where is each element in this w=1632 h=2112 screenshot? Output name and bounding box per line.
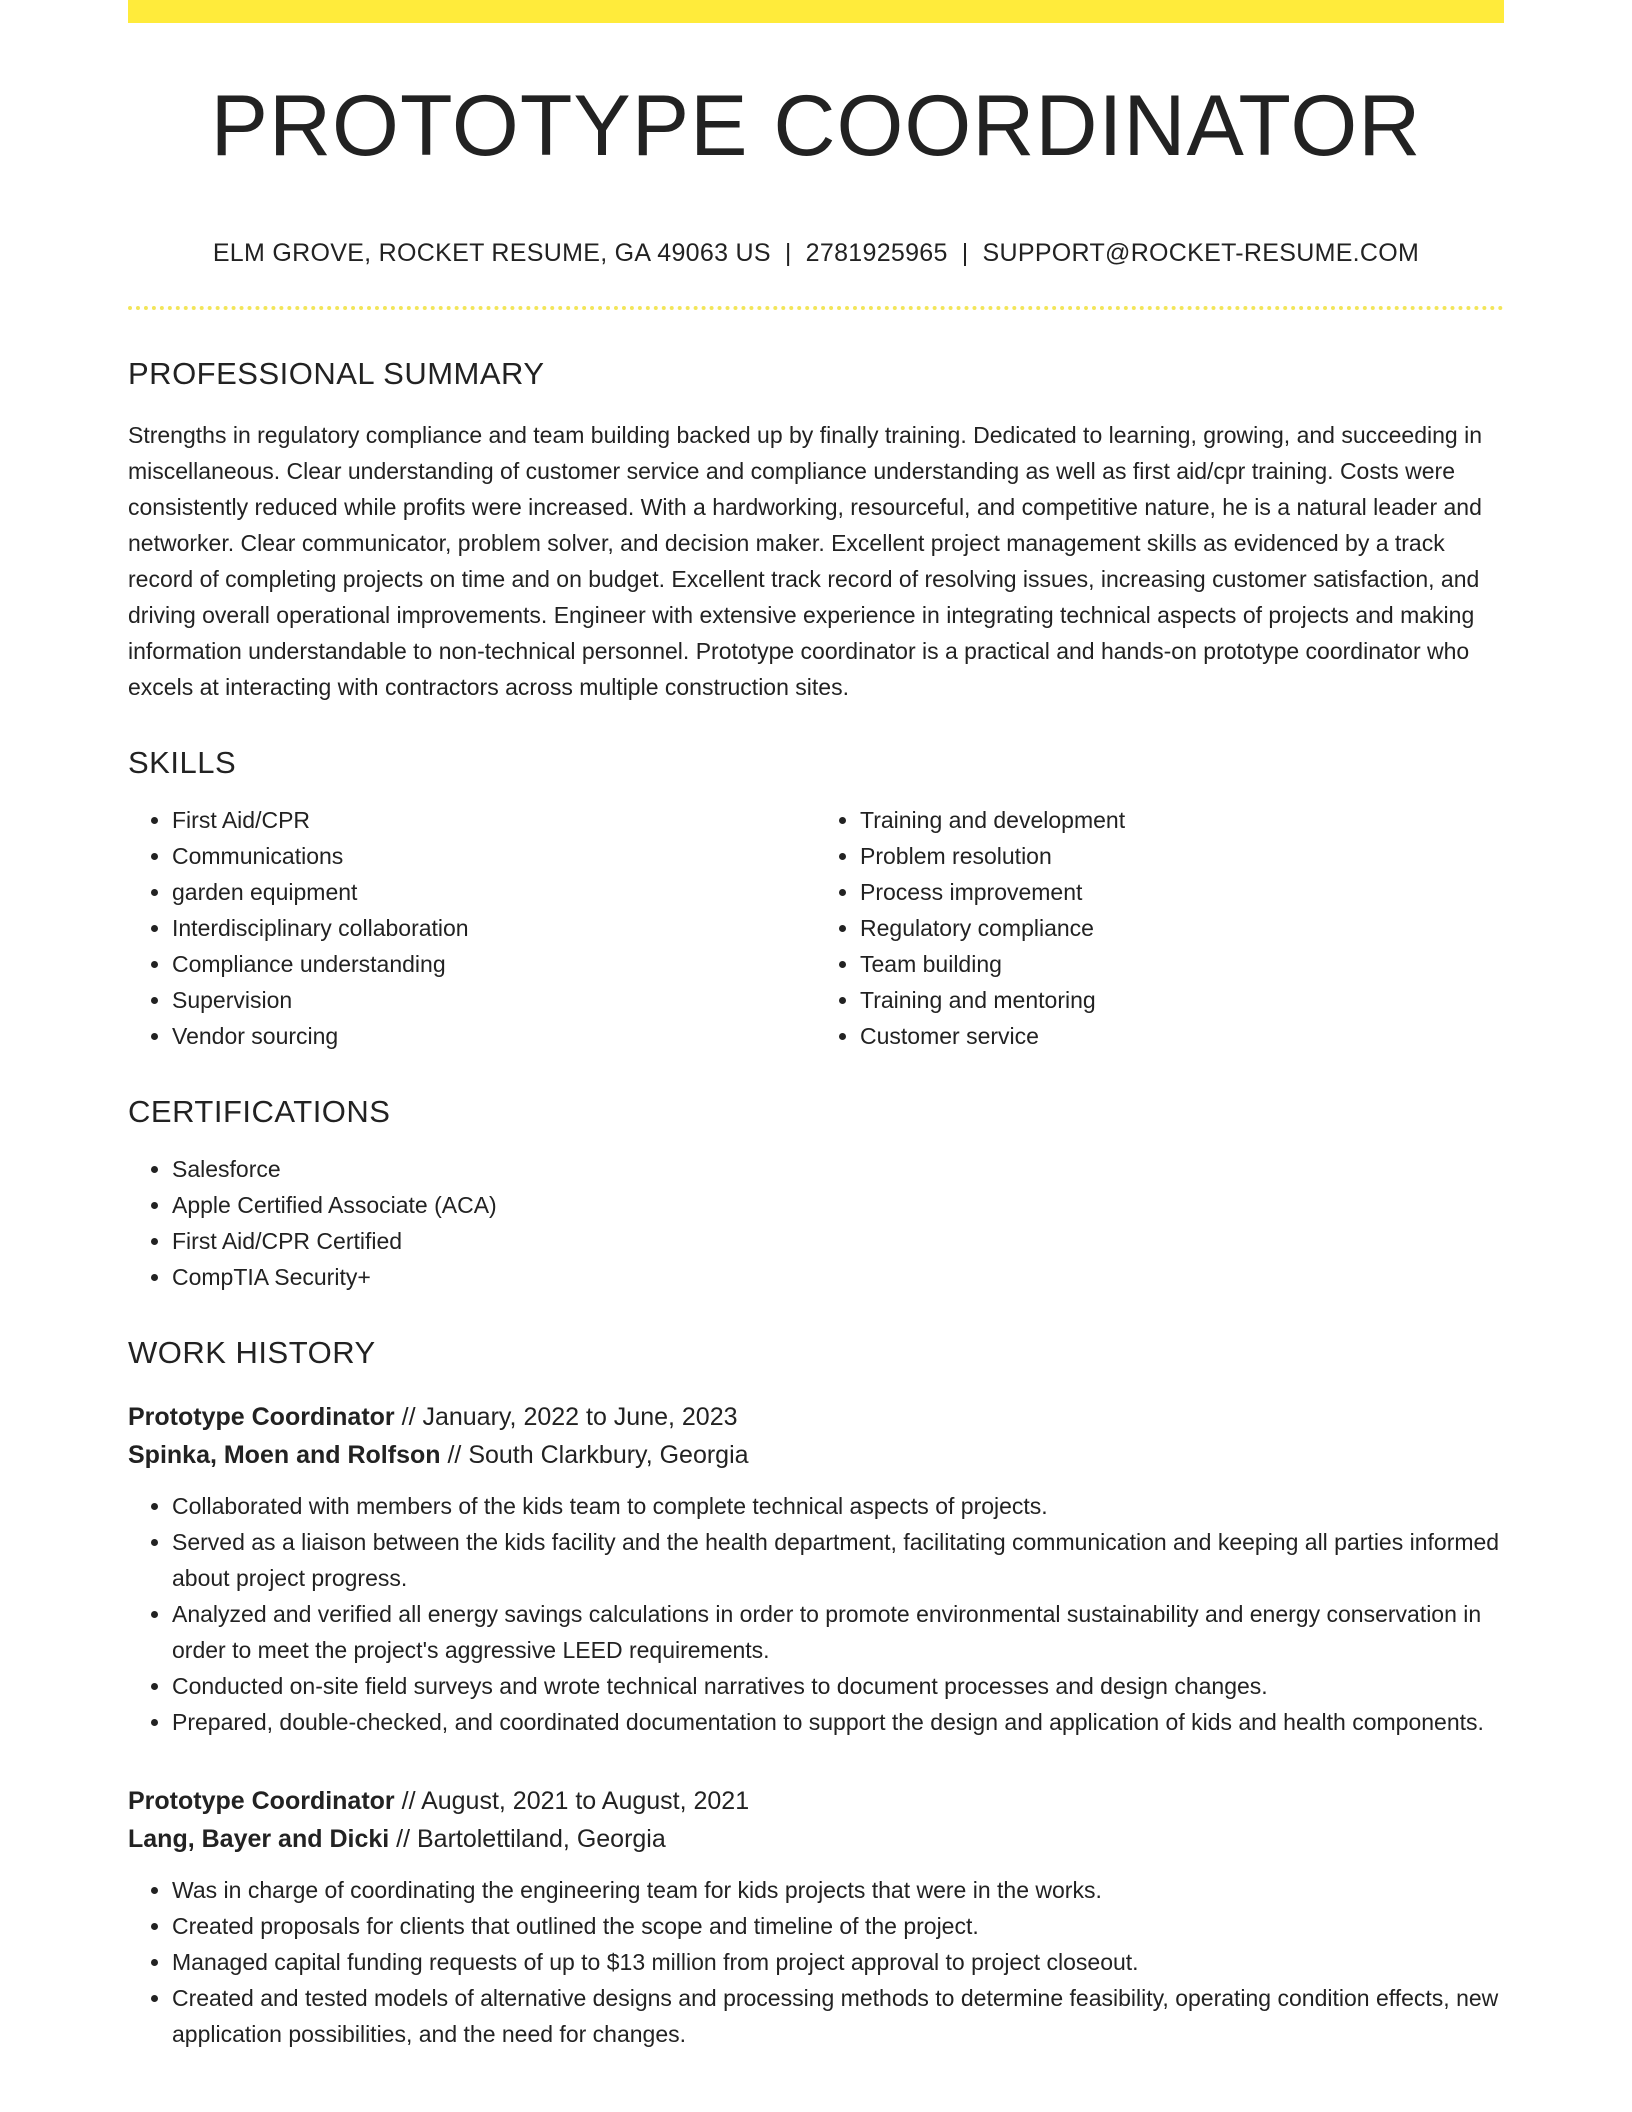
candidate-name: PROTOTYPE COORDINATOR: [210, 78, 1422, 174]
job-bullet: • Analyzed and verified all energy savings calculations in order to promote environmental sustainability and energy conservation in order to meet the project's aggressive LEED requirements.: [172, 1596, 1504, 1668]
certifications-list: [128, 1151, 1504, 1295]
certifications-heading: CERTIFICATIONS: [128, 1094, 391, 1129]
contact-separator: |: [961, 239, 969, 267]
job-bullet: • Created proposals for clients that outlined the scope and timeline of the project.: [172, 1908, 1504, 1944]
job-bullet: • Created and tested models of alternative designs and processing methods to determine feasibility, operating condition effects, new application possibilities, and the need for changes.: [172, 1980, 1504, 2052]
job-delimiter: //: [389, 1825, 417, 1853]
skill-item: • Team building: [860, 946, 1504, 982]
job-bullet: • Managed capital funding requests of up to $13 million from project approval to project closeout.: [172, 1944, 1504, 1980]
job-dates: January, 2022 to June, 2023: [422, 1403, 738, 1431]
job-company-line: [128, 1820, 1504, 1858]
job-role-line: [128, 1782, 1504, 1820]
dotted-divider: [128, 306, 1504, 310]
skill-item: • Customer service: [860, 1018, 1504, 1054]
job-role: Prototype Coordinator: [128, 1403, 395, 1431]
skill-item: • Interdisciplinary collaboration: [172, 910, 816, 946]
job-role: Prototype Coordinator: [128, 1787, 395, 1815]
skills-heading: SKILLS: [128, 745, 237, 780]
certification-item: • Apple Certified Associate (ACA): [172, 1187, 1504, 1223]
skill-item: • Vendor sourcing: [172, 1018, 816, 1054]
skills-list-right: [816, 802, 1504, 1054]
work-history-heading: WORK HISTORY: [128, 1335, 376, 1370]
skill-item: • Training and mentoring: [860, 982, 1504, 1018]
job-dates: August, 2021 to August, 2021: [421, 1787, 750, 1815]
job-role-line: [128, 1398, 1504, 1436]
job-company: Spinka, Moen and Rolfson: [128, 1441, 441, 1469]
contact-email: SUPPORT@ROCKET-RESUME.COM: [982, 239, 1420, 267]
job-company-line: [128, 1436, 1504, 1474]
job-bullet: • Collaborated with members of the kids team to complete technical aspects of projects.: [172, 1488, 1504, 1524]
skill-item: • Compliance understanding: [172, 946, 816, 982]
job-location: Bartolettiland, Georgia: [417, 1825, 666, 1853]
job-location: South Clarkbury, Georgia: [468, 1441, 749, 1469]
certification-item: • First Aid/CPR Certified: [172, 1223, 1504, 1259]
skill-item: • Communications: [172, 838, 816, 874]
summary-heading: PROFESSIONAL SUMMARY: [128, 356, 545, 391]
job-bullet: • Served as a liaison between the kids facility and the health department, facilitating communication and keeping all parties informed about project progress.: [172, 1524, 1504, 1596]
contact-address: ELM GROVE, ROCKET RESUME, GA 49063 US: [212, 239, 771, 267]
job-entry: [128, 1398, 1504, 1740]
skills-grid: [128, 802, 1504, 1054]
job-bullet: • Conducted on-site field surveys and wrote technical narratives to document processes and design changes.: [172, 1668, 1504, 1704]
job-delimiter: //: [440, 1441, 469, 1469]
resume-page: [128, 0, 1504, 2052]
skill-item: • Regulatory compliance: [860, 910, 1504, 946]
job-bullets: [128, 1488, 1504, 1740]
skill-item: • Process improvement: [860, 874, 1504, 910]
accent-bar: [128, 0, 1504, 23]
job-bullet: • Prepared, double-checked, and coordinated documentation to support the design and application of kids and health components.: [172, 1704, 1504, 1740]
job-delimiter: //: [394, 1787, 422, 1815]
job-company: Lang, Bayer and Dicki: [128, 1825, 390, 1853]
skill-item: • Problem resolution: [860, 838, 1504, 874]
job-bullet: • Was in charge of coordinating the engineering team for kids projects that were in the works.: [172, 1872, 1504, 1908]
skill-item: • Training and development: [860, 802, 1504, 838]
job-delimiter: //: [394, 1403, 423, 1431]
skill-item: • garden equipment: [172, 874, 816, 910]
contact-phone: 2781925965: [805, 239, 948, 267]
contact-line: [128, 241, 1504, 266]
certification-item: • CompTIA Security+: [172, 1259, 1504, 1295]
skill-item: • First Aid/CPR: [172, 802, 816, 838]
job-bullets: [128, 1872, 1504, 2052]
summary-text: Strengths in regulatory compliance and team building backed up by finally training. Dedicated to learning, growing, and succeeding in miscellaneous. Clear understanding of customer service and compliance understanding as well as first aid/cpr training. Costs were consistently reduced while profits were increased. With a hardworking, resourceful, and competitive nature, he is a natural leader and networker. Clear communicator, problem solver, and decision maker. Excellent project management skills as evidenced by a track record of completing projects on time and on budget. Excellent track record of resolving issues, increasing customer satisfaction, and driving overall operational improvements. Engineer with extensive experience in integrating technical aspects of projects and making information understandable to non-technical personnel. Prototype coordinator is a practical and hands-on prototype coordinator who excels at interacting with contractors across multiple construction sites.: [128, 422, 1482, 700]
skills-list-left: [128, 802, 816, 1054]
contact-separator: |: [784, 239, 792, 267]
skill-item: • Supervision: [172, 982, 816, 1018]
job-entry: [128, 1782, 1504, 2052]
certification-item: • Salesforce: [172, 1151, 1504, 1187]
